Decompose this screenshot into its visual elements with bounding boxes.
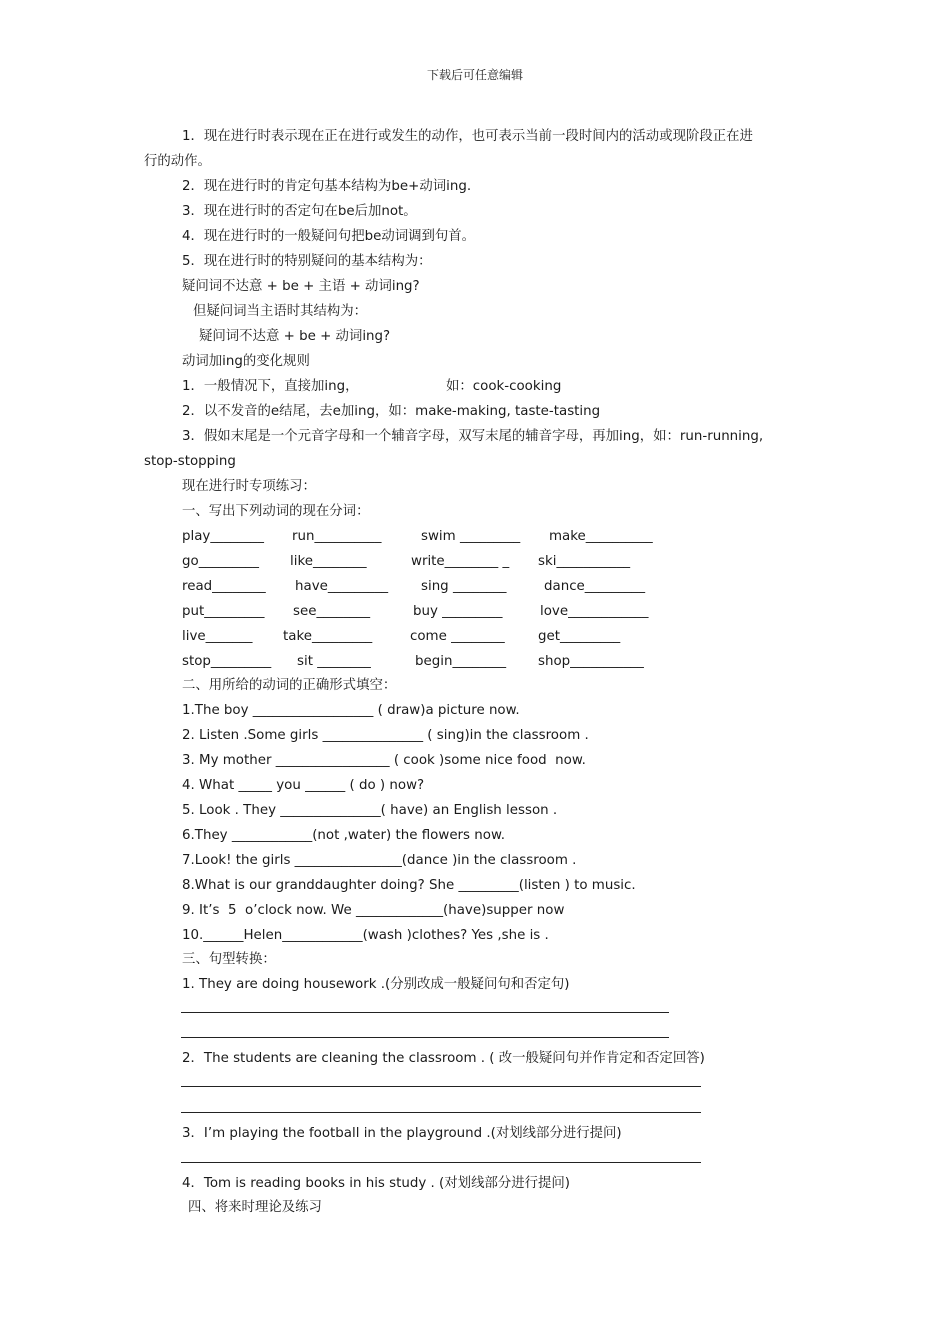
verb-blank[interactable]: have_________ [295, 579, 389, 594]
verb-blank[interactable]: get_________ [538, 629, 621, 644]
subject-question-structure: 疑问词不达意 + be + 动词ing? [199, 329, 391, 344]
verb-blank[interactable]: dance_________ [544, 579, 646, 594]
verb-blank[interactable]: come ________ [410, 629, 505, 644]
verb-blank[interactable]: begin________ [415, 654, 507, 669]
theory-point-3: 3．现在进行时的否定句在be后加not。 [182, 204, 417, 219]
verb-blank[interactable]: ski___________ [538, 554, 631, 569]
verb-blank[interactable]: sing ________ [421, 579, 507, 594]
verb-blank[interactable]: write________ _ [411, 554, 510, 569]
ing-rule-1-example: 如：cook-cooking [446, 379, 562, 394]
verb-blank[interactable]: put_________ [182, 604, 265, 619]
verb-blank[interactable]: run__________ [292, 529, 382, 544]
fill-in-item[interactable]: 5. Look . They _______________( have) an English lesson . [182, 803, 558, 818]
fill-in-item[interactable]: 10.______Helen____________(wash )clothes? Yes ,she is . [182, 928, 549, 943]
fill-in-item[interactable]: 9. It’s 5 o’clock now. We _____________(have)supper now [182, 903, 565, 918]
theory-point-4: 4．现在进行时的一般疑问句把be动词调到句首。 [182, 229, 476, 244]
fill-in-item[interactable]: 4. What _____ you ______ ( do ) now? [182, 778, 425, 793]
theory-point-1: 1．现在进行时表示现在正在进行或发生的动作，也可表示当前一段时间内的活动或现阶段正在进 [182, 129, 753, 144]
answer-line[interactable] [181, 1086, 701, 1087]
verb-blank[interactable]: see________ [293, 604, 371, 619]
answer-line[interactable] [181, 1037, 669, 1038]
theory-point-2: 2．现在进行时的肯定句基本结构为be+动词ing. [182, 179, 472, 194]
answer-line[interactable] [181, 1012, 669, 1013]
question-structure: 疑问词不达意 + be + 主语 + 动词ing? [182, 279, 420, 294]
verb-blank[interactable]: like________ [290, 554, 367, 569]
verb-blank[interactable]: make__________ [549, 529, 653, 544]
verb-blank[interactable]: play________ [182, 529, 264, 544]
fill-in-item[interactable]: 2. Listen .Some girls _______________ ( sing)in the classroom . [182, 728, 589, 743]
ing-rule-2: 2．以不发音的e结尾，去e加ing，如：make-making, taste-tasting [182, 404, 601, 419]
section-2-title: 二、用所给的动词的正确形式填空： [182, 678, 397, 693]
verb-blank[interactable]: buy _________ [413, 604, 503, 619]
verb-blank[interactable]: stop_________ [182, 654, 272, 669]
transform-question-4: 4．Tom is reading books in his study . (对划线部分进行提问) [182, 1176, 571, 1191]
fill-in-item[interactable]: 8.What is our granddaughter doing? She _________(listen ) to music. [182, 878, 636, 893]
verb-blank[interactable]: sit ________ [297, 654, 371, 669]
page-header: 下载后可任意编辑 [426, 68, 523, 82]
answer-line[interactable] [181, 1162, 701, 1163]
verb-blank[interactable]: go_________ [182, 554, 259, 569]
transform-question-3: 3．I’m playing the football in the playground .(对划线部分进行提问) [182, 1126, 622, 1141]
subject-question-note: 但疑问词当主语时其结构为： [193, 304, 368, 319]
fill-in-item[interactable]: 3. My mother _________________ ( cook )some nice food now. [182, 753, 586, 768]
section-3-title: 三、句型转换： [182, 952, 276, 967]
verb-blank[interactable]: live_______ [182, 629, 253, 644]
verb-blank[interactable]: swim _________ [421, 529, 521, 544]
ing-rule-3-cont: stop-stopping [144, 454, 236, 469]
section-4-title: 四、将来时理论及练习 [188, 1200, 322, 1215]
answer-line[interactable] [181, 1112, 701, 1113]
fill-in-item[interactable]: 7.Look! the girls ________________(dance )in the classroom . [182, 853, 577, 868]
fill-in-item[interactable]: 6.They ____________(not ,water) the flowers now. [182, 828, 505, 843]
fill-in-item[interactable]: 1.The boy __________________ ( draw)a picture now. [182, 703, 520, 718]
verb-blank[interactable]: shop___________ [538, 654, 644, 669]
ing-rules-title: 动词加ing的变化规则 [182, 354, 310, 369]
transform-question-2: 2．The students are cleaning the classroom . ( 改一般疑问句并作肯定和否定回答) [182, 1051, 705, 1066]
theory-point-1-cont: 行的动作。 [144, 154, 211, 169]
transform-question-1: 1. They are doing housework .(分别改成一般疑问句和否定句) [182, 977, 570, 992]
verb-blank[interactable]: love____________ [540, 604, 649, 619]
practice-title: 现在进行时专项练习： [182, 479, 316, 494]
verb-blank[interactable]: take_________ [283, 629, 373, 644]
ing-rule-3: 3．假如末尾是一个元音字母和一个辅音字母，双写末尾的辅音字母，再加ing，如：run-running, [182, 429, 764, 444]
verb-blank[interactable]: read________ [182, 579, 266, 594]
theory-point-5: 5．现在进行时的特别疑问的基本结构为： [182, 254, 432, 269]
section-1-title: 一、写出下列动词的现在分词： [182, 504, 370, 519]
ing-rule-1: 1．一般情况下，直接加ing， [182, 379, 359, 394]
